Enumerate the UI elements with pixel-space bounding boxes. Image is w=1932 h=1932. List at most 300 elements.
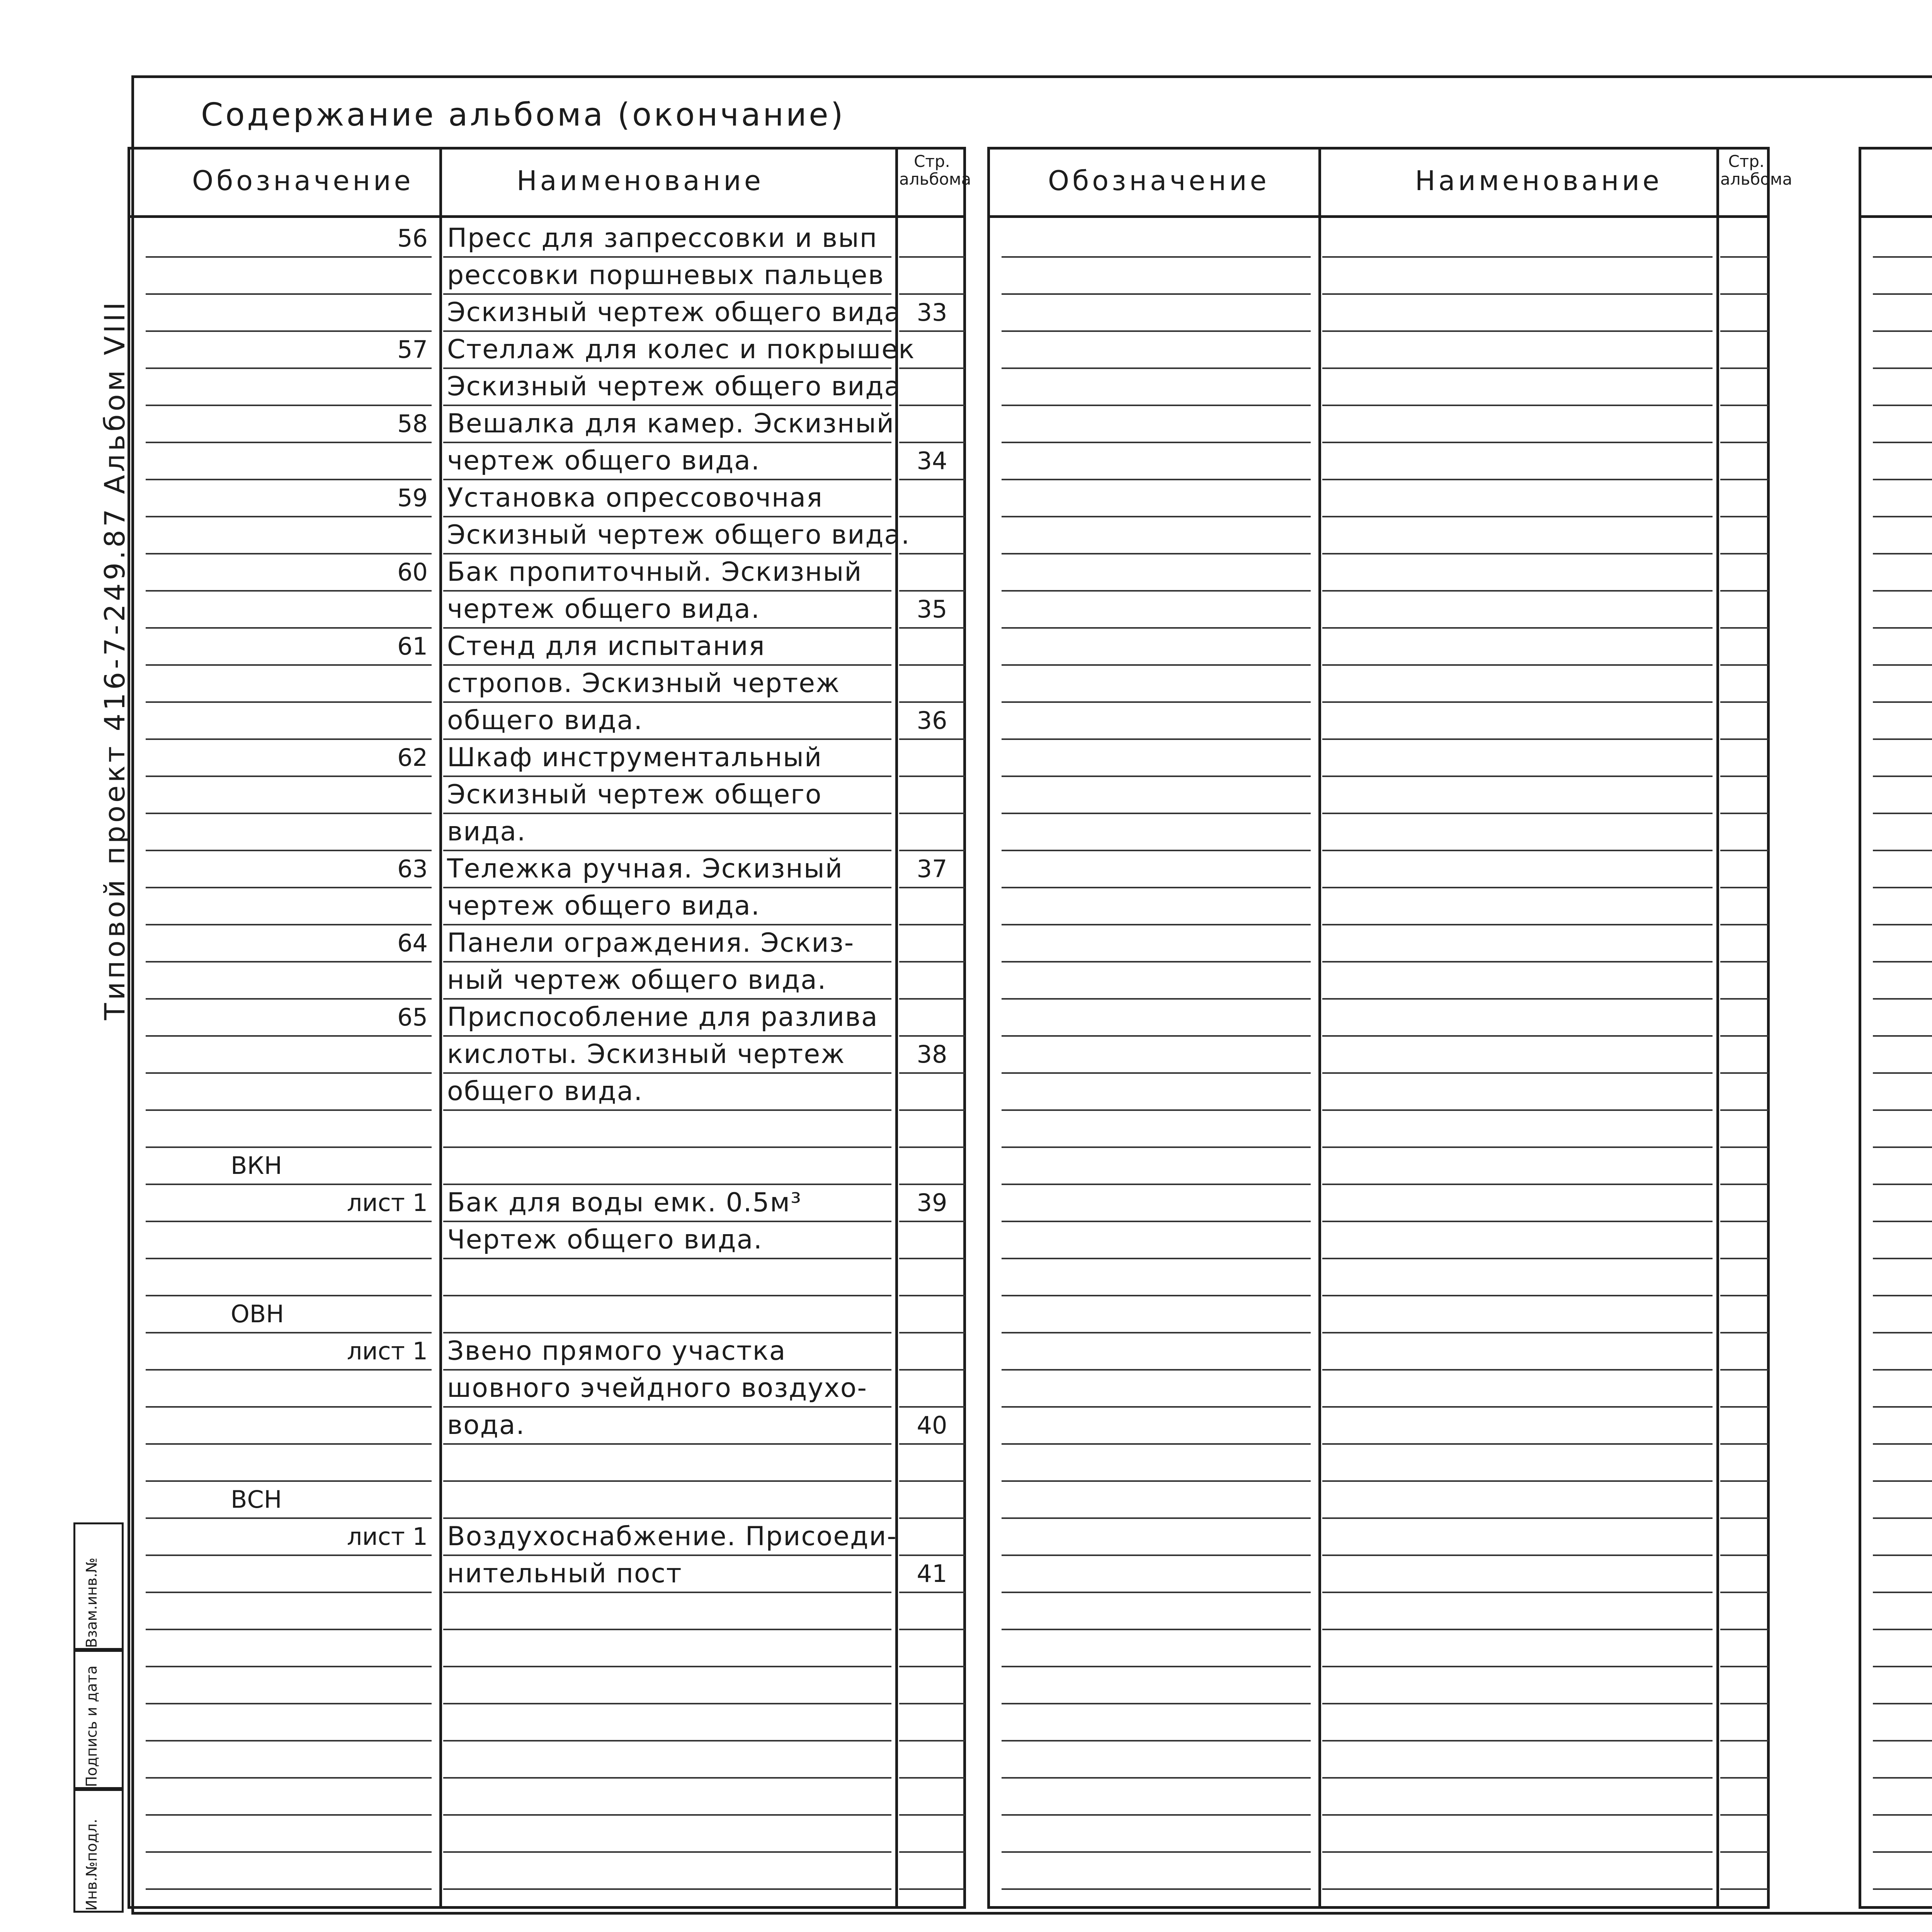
row-rule: [443, 887, 891, 888]
row-rule: [1720, 1369, 1769, 1371]
row-rule: [146, 479, 432, 480]
row-rule: [443, 367, 891, 369]
header-name: Наименование: [517, 165, 764, 197]
row-rule: [1002, 1814, 1311, 1816]
row-rule: [1720, 1443, 1769, 1445]
row-rule: [146, 924, 432, 925]
row-rule: [1002, 1777, 1311, 1779]
row-rule: [899, 256, 965, 258]
row-rule: [443, 516, 891, 517]
row-rule: [146, 590, 432, 592]
row-rule: [1873, 1480, 1932, 1482]
row-rule: [899, 1629, 965, 1630]
row-rule: [1322, 1184, 1713, 1185]
row-rule: [1322, 1666, 1713, 1667]
row-rule: [1002, 1072, 1311, 1074]
row-rule: [1002, 1443, 1311, 1445]
row-rule: [1322, 1332, 1713, 1333]
row-rule: [899, 516, 965, 517]
row-rule: [1002, 850, 1311, 851]
row-rule: [1322, 1777, 1713, 1779]
row-rule: [1873, 553, 1932, 554]
row-rule: [1322, 1443, 1713, 1445]
row-rule: [1002, 701, 1311, 703]
row-rule: [443, 1740, 891, 1742]
row-rule: [443, 1332, 891, 1333]
row-rule: [1873, 293, 1932, 295]
row-rule: [1322, 1221, 1713, 1222]
row-rule: [146, 367, 432, 369]
row-rule: [1873, 1666, 1932, 1667]
row-rule: [146, 516, 432, 517]
row-rule: [146, 664, 432, 666]
row-rule: [443, 924, 891, 925]
row-rule: [1322, 627, 1713, 629]
header-name: Наименование: [1415, 165, 1662, 197]
row-rule: [1322, 1295, 1713, 1296]
row-rule: [146, 1851, 432, 1853]
row-rule: [899, 479, 965, 480]
row-rule: [1873, 701, 1932, 703]
row-rule: [443, 330, 891, 332]
row-rule: [1322, 553, 1713, 554]
row-rule: [443, 1035, 891, 1037]
row-rule: [1873, 627, 1932, 629]
stamp-inv-orig: Инв.№подл.: [73, 1789, 124, 1913]
row-rule: [443, 1221, 891, 1222]
row-page: 41: [917, 1560, 947, 1588]
row-rule: [1002, 1592, 1311, 1593]
header-designation: Обозначение: [1048, 165, 1270, 197]
row-rule: [146, 1443, 432, 1445]
row-rule: [1322, 405, 1713, 406]
row-designation: 64: [397, 929, 428, 957]
row-name: вида.: [447, 816, 526, 847]
row-rule: [899, 1406, 965, 1408]
row-rule: [1322, 1703, 1713, 1704]
row-rule: [146, 1888, 432, 1890]
row-rule: [1002, 367, 1311, 369]
row-rule: [1002, 293, 1311, 295]
row-rule: [1002, 1109, 1311, 1111]
row-rule: [443, 1295, 891, 1296]
row-name: чертеж общего вида.: [447, 594, 760, 624]
row-name: Панели ограждения. Эскиз-: [447, 928, 855, 958]
row-rule: [146, 1035, 432, 1037]
row-rule: [146, 1666, 432, 1667]
row-rule: [899, 664, 965, 666]
row-rule: [1720, 850, 1769, 851]
row-rule: [1873, 1295, 1932, 1296]
row-rule: [899, 924, 965, 925]
row-rule: [1720, 887, 1769, 888]
row-rule: [1322, 701, 1713, 703]
row-rule: [146, 1332, 432, 1333]
row-page: 40: [917, 1411, 947, 1439]
row-page: 35: [917, 595, 947, 623]
row-rule: [1720, 1629, 1769, 1630]
row-rule: [1720, 738, 1769, 740]
row-rule: [146, 442, 432, 443]
row-rule: [899, 1443, 965, 1445]
row-rule: [443, 1072, 891, 1074]
row-rule: [443, 961, 891, 963]
row-rule: [1002, 1369, 1311, 1371]
row-name: стропов. Эскизный чертеж: [447, 668, 840, 699]
row-name: рессовки поршневых пальцев: [447, 260, 884, 291]
row-name: Эскизный чертеж общего вида: [447, 297, 901, 328]
row-rule: [1720, 405, 1769, 406]
row-designation: 61: [397, 632, 428, 660]
row-rule: [899, 1221, 965, 1222]
row-rule: [1720, 330, 1769, 332]
row-rule: [899, 1035, 965, 1037]
row-name: Бак для воды емк. 0.5м³: [447, 1187, 802, 1218]
row-rule: [1720, 924, 1769, 925]
row-page: 37: [917, 855, 947, 883]
row-rule: [1873, 961, 1932, 963]
row-rule: [1873, 1072, 1932, 1074]
row-designation: лист 1: [347, 1337, 428, 1365]
row-rule: [1873, 256, 1932, 258]
row-rule: [443, 1703, 891, 1704]
row-page: 36: [917, 706, 947, 735]
row-rule: [899, 1184, 965, 1185]
row-rule: [146, 1072, 432, 1074]
contents-table-1: [128, 147, 971, 1909]
row-name: шовного эчейдного воздухо-: [447, 1373, 867, 1403]
row-rule: [1720, 1184, 1769, 1185]
row-rule: [443, 850, 891, 851]
row-rule: [1322, 1072, 1713, 1074]
row-rule: [443, 998, 891, 1000]
row-rule: [899, 1814, 965, 1816]
row-rule: [1322, 961, 1713, 963]
page-title: Содержание альбома (окончание): [201, 97, 845, 133]
row-rule: [146, 1554, 432, 1556]
row-rule: [1322, 256, 1713, 258]
row-rule: [443, 405, 891, 406]
row-rule: [1002, 1629, 1311, 1630]
row-designation: лист 1: [347, 1522, 428, 1551]
row-designation: 62: [397, 743, 428, 772]
row-rule: [1002, 813, 1311, 814]
row-rule: [1720, 1554, 1769, 1556]
row-rule: [443, 479, 891, 480]
row-rule: [899, 627, 965, 629]
row-rule: [1322, 1517, 1713, 1519]
row-name: Эскизный чертеж общего: [447, 779, 822, 810]
row-rule: [1873, 1184, 1932, 1185]
row-rule: [1720, 293, 1769, 295]
contents-table-2: [987, 147, 1793, 1909]
row-rule: [443, 442, 891, 443]
row-rule: [1322, 1406, 1713, 1408]
row-rule: [1002, 924, 1311, 925]
row-name: Шкаф инструментальный: [447, 742, 823, 773]
row-rule: [443, 1258, 891, 1259]
row-rule: [146, 1740, 432, 1742]
row-rule: [1873, 1703, 1932, 1704]
row-rule: [1322, 664, 1713, 666]
row-rule: [1002, 405, 1311, 406]
row-rule: [1322, 330, 1713, 332]
row-designation: ОВН: [231, 1300, 284, 1328]
row-rule: [899, 293, 965, 295]
row-rule: [899, 1369, 965, 1371]
row-rule: [899, 1703, 965, 1704]
row-rule: [146, 961, 432, 963]
row-page: 34: [917, 447, 947, 475]
row-rule: [899, 1258, 965, 1259]
row-rule: [1720, 1406, 1769, 1408]
row-rule: [1873, 813, 1932, 814]
row-rule: [1720, 776, 1769, 777]
row-rule: [1322, 590, 1713, 592]
row-rule: [1720, 664, 1769, 666]
row-rule: [899, 1777, 965, 1779]
row-name: Бак пропиточный. Эскизный: [447, 557, 862, 587]
row-rule: [443, 1517, 891, 1519]
row-rule: [443, 1888, 891, 1890]
row-name: чертеж общего вида.: [447, 891, 760, 921]
row-rule: [1873, 1258, 1932, 1259]
row-rule: [443, 664, 891, 666]
row-rule: [146, 553, 432, 554]
row-rule: [146, 256, 432, 258]
row-rule: [899, 1592, 965, 1593]
row-rule: [899, 850, 965, 851]
row-rule: [899, 590, 965, 592]
row-rule: [1873, 887, 1932, 888]
row-rule: [1720, 1740, 1769, 1742]
row-rule: [1002, 1703, 1311, 1704]
row-rule: [899, 405, 965, 406]
row-rule: [1720, 1146, 1769, 1148]
row-rule: [1720, 1035, 1769, 1037]
row-name: кислоты. Эскизный чертеж: [447, 1039, 845, 1070]
row-rule: [1873, 1221, 1932, 1222]
row-rule: [1720, 1592, 1769, 1593]
row-rule: [899, 738, 965, 740]
row-rule: [146, 701, 432, 703]
row-rule: [1873, 1554, 1932, 1556]
row-rule: [443, 1480, 891, 1482]
row-rule: [1322, 1369, 1713, 1371]
row-rule: [1002, 1740, 1311, 1742]
row-rule: [1002, 1888, 1311, 1890]
row-rule: [1002, 516, 1311, 517]
row-rule: [1322, 924, 1713, 925]
row-name: Чертеж общего вида.: [447, 1225, 763, 1255]
row-rule: [1322, 850, 1713, 851]
row-rule: [1873, 590, 1932, 592]
row-rule: [1873, 442, 1932, 443]
row-rule: [1720, 1888, 1769, 1890]
row-rule: [1720, 701, 1769, 703]
row-rule: [146, 887, 432, 888]
row-rule: [146, 1777, 432, 1779]
row-rule: [1720, 998, 1769, 1000]
row-rule: [1322, 516, 1713, 517]
row-rule: [1720, 553, 1769, 554]
row-rule: [1873, 850, 1932, 851]
row-rule: [146, 1703, 432, 1704]
row-rule: [1873, 1888, 1932, 1890]
row-rule: [899, 1888, 965, 1890]
row-rule: [1720, 813, 1769, 814]
row-rule: [1002, 1406, 1311, 1408]
row-rule: [1873, 998, 1932, 1000]
row-name: Установка опрессовочная: [447, 483, 823, 513]
row-rule: [1322, 367, 1713, 369]
row-rule: [146, 1517, 432, 1519]
row-name: Эскизный чертеж общего вида: [447, 371, 901, 402]
row-rule: [1322, 1888, 1713, 1890]
row-rule: [1873, 1629, 1932, 1630]
row-name: Пресс для запрессовки и вып: [447, 223, 878, 253]
row-rule: [443, 590, 891, 592]
row-rule: [899, 330, 965, 332]
row-rule: [899, 367, 965, 369]
row-rule: [443, 1109, 891, 1111]
row-rule: [1322, 998, 1713, 1000]
row-rule: [1002, 1332, 1311, 1333]
row-rule: [899, 442, 965, 443]
row-rule: [899, 1851, 965, 1853]
row-rule: [443, 1554, 891, 1556]
row-rule: [899, 1146, 965, 1148]
row-rule: [146, 1369, 432, 1371]
row-name: нительный пост: [447, 1558, 682, 1589]
row-designation: ВСН: [231, 1485, 282, 1514]
row-name: Стенд для испытания: [447, 631, 765, 662]
row-page: 38: [917, 1040, 947, 1068]
row-rule: [443, 701, 891, 703]
row-rule: [146, 1480, 432, 1482]
row-rule: [443, 1629, 891, 1630]
row-rule: [1002, 1554, 1311, 1556]
stamp-signature-date: Подпись и дата: [73, 1650, 124, 1789]
row-rule: [146, 330, 432, 332]
row-rule: [1002, 1480, 1311, 1482]
row-rule: [146, 1184, 432, 1185]
row-rule: [1873, 1740, 1932, 1742]
row-rule: [899, 553, 965, 554]
row-rule: [1873, 664, 1932, 666]
row-name: общего вида.: [447, 1076, 643, 1107]
row-rule: [1322, 1629, 1713, 1630]
row-rule: [1873, 516, 1932, 517]
row-name: чертеж общего вида.: [447, 446, 760, 476]
row-rule: [146, 405, 432, 406]
row-designation: 58: [397, 410, 428, 438]
row-name: Звено прямого участка: [447, 1336, 786, 1366]
row-name: общего вида.: [447, 705, 643, 736]
row-rule: [1873, 1332, 1932, 1333]
row-rule: [1873, 1406, 1932, 1408]
row-rule: [443, 1369, 891, 1371]
contents-table-3: [1859, 147, 1932, 1909]
row-rule: [1322, 442, 1713, 443]
row-rule: [1322, 293, 1713, 295]
row-rule: [1322, 1109, 1713, 1111]
row-designation: 63: [397, 855, 428, 883]
side-label: Типовой проект 416-7-249.87 Альбом VIII: [99, 299, 131, 1020]
row-rule: [443, 627, 891, 629]
row-rule: [1720, 1295, 1769, 1296]
row-rule: [899, 1517, 965, 1519]
row-rule: [443, 776, 891, 777]
header-page: Стр. альбома: [1720, 152, 1793, 189]
row-rule: [899, 1072, 965, 1074]
row-rule: [1002, 1221, 1311, 1222]
row-rule: [1322, 738, 1713, 740]
row-name: Вешалка для камер. Эскизный: [447, 408, 895, 439]
row-rule: [1873, 1443, 1932, 1445]
row-rule: [1720, 1072, 1769, 1074]
row-rule: [1873, 1592, 1932, 1593]
row-rule: [1322, 1146, 1713, 1148]
row-rule: [443, 1406, 891, 1408]
row-rule: [899, 961, 965, 963]
row-rule: [1002, 330, 1311, 332]
row-rule: [899, 1332, 965, 1333]
row-name: вода.: [447, 1410, 525, 1440]
row-rule: [1873, 1369, 1932, 1371]
row-rule: [1720, 367, 1769, 369]
row-rule: [443, 1814, 891, 1816]
row-rule: [1720, 590, 1769, 592]
row-rule: [1322, 1554, 1713, 1556]
row-rule: [1002, 1035, 1311, 1037]
row-rule: [1720, 961, 1769, 963]
row-rule: [1873, 479, 1932, 480]
row-designation: 65: [397, 1003, 428, 1031]
row-rule: [443, 1777, 891, 1779]
row-rule: [1720, 1221, 1769, 1222]
row-rule: [1322, 813, 1713, 814]
row-rule: [1002, 1146, 1311, 1148]
row-rule: [1720, 479, 1769, 480]
row-designation: 59: [397, 484, 428, 512]
row-rule: [1322, 1035, 1713, 1037]
row-rule: [1322, 1258, 1713, 1259]
row-rule: [146, 776, 432, 777]
row-rule: [1720, 627, 1769, 629]
row-rule: [1720, 1814, 1769, 1816]
row-rule: [443, 1666, 891, 1667]
row-rule: [1720, 1258, 1769, 1259]
row-rule: [1873, 1517, 1932, 1519]
row-rule: [1002, 776, 1311, 777]
row-rule: [443, 1851, 891, 1853]
row-rule: [1720, 1851, 1769, 1853]
row-rule: [1720, 1480, 1769, 1482]
row-rule: [443, 1146, 891, 1148]
row-rule: [1002, 1666, 1311, 1667]
row-rule: [1002, 998, 1311, 1000]
row-rule: [1002, 256, 1311, 258]
row-rule: [146, 1406, 432, 1408]
row-rule: [1720, 516, 1769, 517]
row-rule: [1873, 738, 1932, 740]
row-rule: [146, 998, 432, 1000]
row-rule: [146, 627, 432, 629]
row-rule: [1002, 961, 1311, 963]
row-rule: [1720, 1666, 1769, 1667]
row-rule: [1322, 1851, 1713, 1853]
